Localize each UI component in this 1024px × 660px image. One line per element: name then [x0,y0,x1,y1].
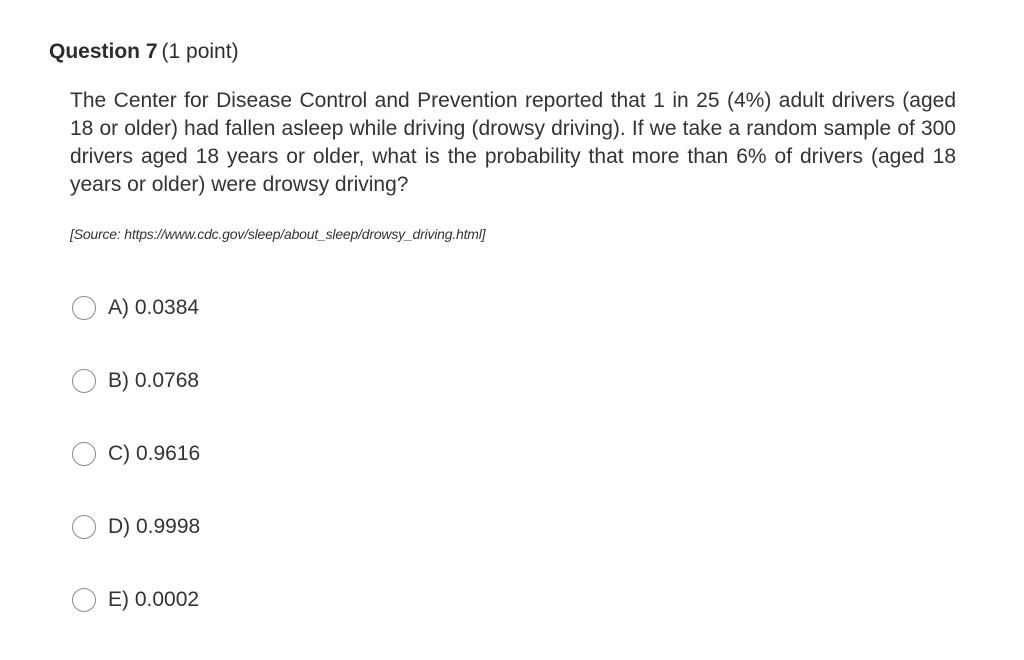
answer-option-label[interactable]: E) 0.0002 [108,588,200,611]
answer-option-c[interactable] [72,436,200,472]
answer-option-label[interactable]: A) 0.0384 [108,296,200,319]
question-source: [Source: https://www.cdc.gov/sleep/about_sleep/drowsy_driving.html] [70,226,486,242]
answer-option-a[interactable] [72,290,200,326]
question-text: The Center for Disease Control and Prevention reported that 1 in 25 (4%) adult drivers (aged 18 or older) had fallen asleep while driving (drowsy driving). If we take a random sample of 300 drivers aged 18 years or older, what is the probability that more than 6% of drivers (aged 18 years or older) were drowsy driving? [70,89,956,196]
answer-option-b[interactable] [72,363,200,399]
answer-option-label[interactable]: B) 0.0768 [108,369,200,392]
answer-options [72,290,200,655]
radio-button-c[interactable] [72,442,96,466]
question-points: (1 point) [161,40,239,63]
question-header [49,36,969,68]
radio-button-b[interactable] [72,369,96,393]
radio-button-a[interactable] [72,296,96,320]
answer-option-e[interactable] [72,582,200,618]
radio-button-e[interactable] [72,588,96,612]
question-container [49,36,969,242]
question-body [70,87,956,242]
question-title: Question 7 [49,40,158,63]
answer-option-label[interactable]: C) 0.9616 [108,442,201,465]
radio-button-d[interactable] [72,515,96,539]
answer-option-d[interactable] [72,509,200,545]
answer-option-label[interactable]: D) 0.9998 [108,515,201,538]
